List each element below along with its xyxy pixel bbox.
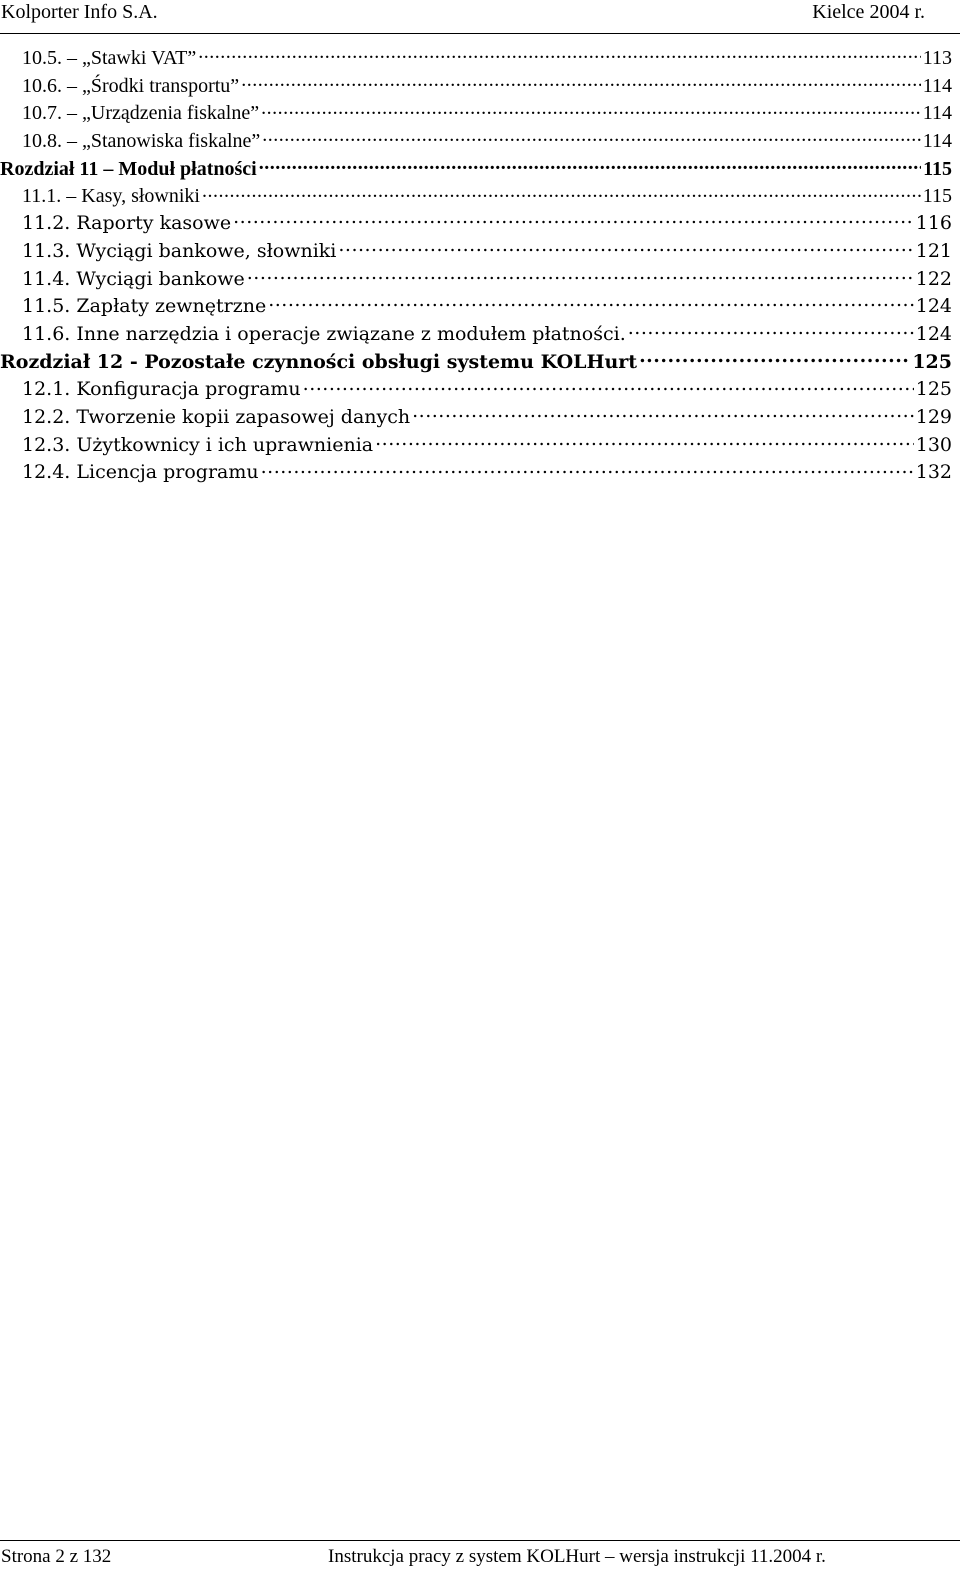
toc-dot-leader	[247, 266, 914, 285]
toc-entry[interactable]	[0, 349, 952, 377]
toc-entry-number: 12.3.	[22, 433, 71, 456]
toc-entry[interactable]	[22, 44, 952, 72]
toc-entry-number: 10.6.	[22, 74, 62, 97]
toc-dot-leader	[628, 321, 914, 340]
toc-entry-gap	[138, 349, 145, 377]
toc-entry-page: 129	[915, 405, 952, 428]
toc-entry-number: Rozdział 12 -	[0, 350, 138, 373]
toc-entry-title: Zapłaty zewnętrzne	[76, 295, 267, 318]
toc-entry-number: 12.1.	[22, 378, 71, 401]
toc-dot-leader	[412, 404, 914, 423]
toc-entry-number: 10.7.	[22, 102, 62, 125]
toc-entry-page: 132	[915, 461, 952, 484]
toc-entry[interactable]	[22, 238, 952, 266]
toc-entry-number: 11.6.	[22, 322, 71, 345]
toc-dot-leader	[259, 155, 921, 175]
toc-entry-page: 113	[922, 47, 952, 69]
toc-entry-page: 122	[915, 267, 952, 290]
toc-dot-leader	[202, 182, 921, 202]
toc-entry-title: – „Stawki VAT”	[67, 47, 197, 69]
toc-entry-number: 11.3.	[22, 239, 71, 262]
toc-entry[interactable]	[22, 72, 952, 100]
toc-entry-page: 115	[922, 185, 952, 208]
header-company: Kolporter Info S.A.	[1, 1, 158, 23]
page-header	[0, 0, 960, 34]
toc-dot-leader	[268, 293, 914, 312]
toc-dot-leader	[639, 349, 910, 368]
toc-entry-number: 12.4.	[22, 461, 71, 484]
toc-entry[interactable]	[22, 321, 952, 349]
footer-document-title: Instrukcja pracy z system KOLHurt – wersja instrukcji 11.2004 r.	[328, 1546, 826, 1567]
toc-dot-leader	[198, 44, 920, 64]
page-footer	[0, 1540, 960, 1579]
toc-entry-title: Raporty kasowe	[76, 212, 232, 235]
toc-entry-page: 130	[915, 433, 952, 456]
table-of-contents	[0, 44, 952, 487]
toc-entry-page: 115	[923, 157, 952, 180]
toc-entry-title: – Moduł płatności	[103, 157, 257, 180]
toc-entry-number: 11.4.	[22, 267, 71, 290]
toc-entry[interactable]	[22, 432, 952, 460]
toc-entry-title: Inne narzędzia i operacje związane z modułem płatności.	[76, 322, 626, 345]
footer-page-number: Strona 2 z 132	[1, 1546, 112, 1567]
toc-entry-title: Wyciągi bankowe, słowniki	[76, 239, 337, 262]
toc-entry-title: Tworzenie kopii zapasowej danych	[76, 405, 411, 428]
toc-dot-leader	[241, 72, 921, 92]
toc-dot-leader	[375, 432, 914, 451]
toc-entry-title: Licencja programu	[76, 461, 259, 484]
toc-entry-title: – „Stanowiska fiskalne”	[67, 130, 261, 153]
toc-entry[interactable]	[0, 155, 952, 183]
toc-entry-page: 125	[912, 350, 952, 373]
toc-entry-title: Wyciągi bankowe	[76, 267, 245, 290]
toc-entry-number: 12.2.	[22, 405, 71, 428]
toc-entry-number: 11.2.	[22, 212, 71, 235]
toc-dot-leader	[338, 238, 913, 257]
toc-entry-page: 124	[915, 295, 952, 318]
toc-entry[interactable]	[22, 404, 952, 432]
toc-entry[interactable]	[22, 293, 952, 321]
toc-entry-title: Konfiguracja programu	[76, 378, 301, 401]
toc-dot-leader	[261, 459, 914, 478]
toc-entry[interactable]	[22, 182, 952, 210]
toc-dot-leader	[262, 127, 920, 147]
toc-entry-page: 125	[915, 378, 952, 401]
toc-entry[interactable]	[22, 376, 952, 404]
toc-entry[interactable]	[22, 127, 952, 155]
toc-dot-leader	[261, 99, 921, 119]
toc-entry-number: Rozdział 11	[0, 157, 99, 180]
toc-entry[interactable]	[22, 266, 952, 294]
toc-entry-page: 114	[922, 102, 952, 125]
toc-entry-number: 11.1.	[22, 185, 62, 208]
toc-entry-page: 114	[922, 130, 952, 153]
toc-entry-title: Pozostałe czynności obsługi systemu KOLHurt	[144, 350, 638, 373]
toc-entry-title: – „Środki transportu”	[67, 74, 240, 97]
toc-entry-number: 10.8.	[22, 130, 62, 153]
toc-entry-page: 116	[915, 212, 952, 235]
toc-entry[interactable]	[22, 210, 952, 238]
toc-dot-leader	[303, 376, 914, 395]
toc-entry-page: 124	[915, 322, 952, 345]
toc-dot-leader	[233, 210, 914, 229]
toc-entry-title: – „Urządzenia fiskalne”	[67, 102, 260, 125]
toc-entry-number: 10.5.	[22, 47, 62, 69]
toc-entry-page: 121	[915, 239, 952, 262]
toc-entry-page: 114	[922, 74, 952, 97]
toc-entry-title: – Kasy, słowniki	[66, 185, 200, 208]
toc-entry-title: Użytkownicy i ich uprawnienia	[76, 433, 374, 456]
toc-entry[interactable]	[22, 459, 952, 487]
header-place-date: Kielce 2004 r.	[812, 1, 925, 23]
toc-entry-number: 11.5.	[22, 295, 71, 318]
toc-entry[interactable]	[22, 99, 952, 127]
